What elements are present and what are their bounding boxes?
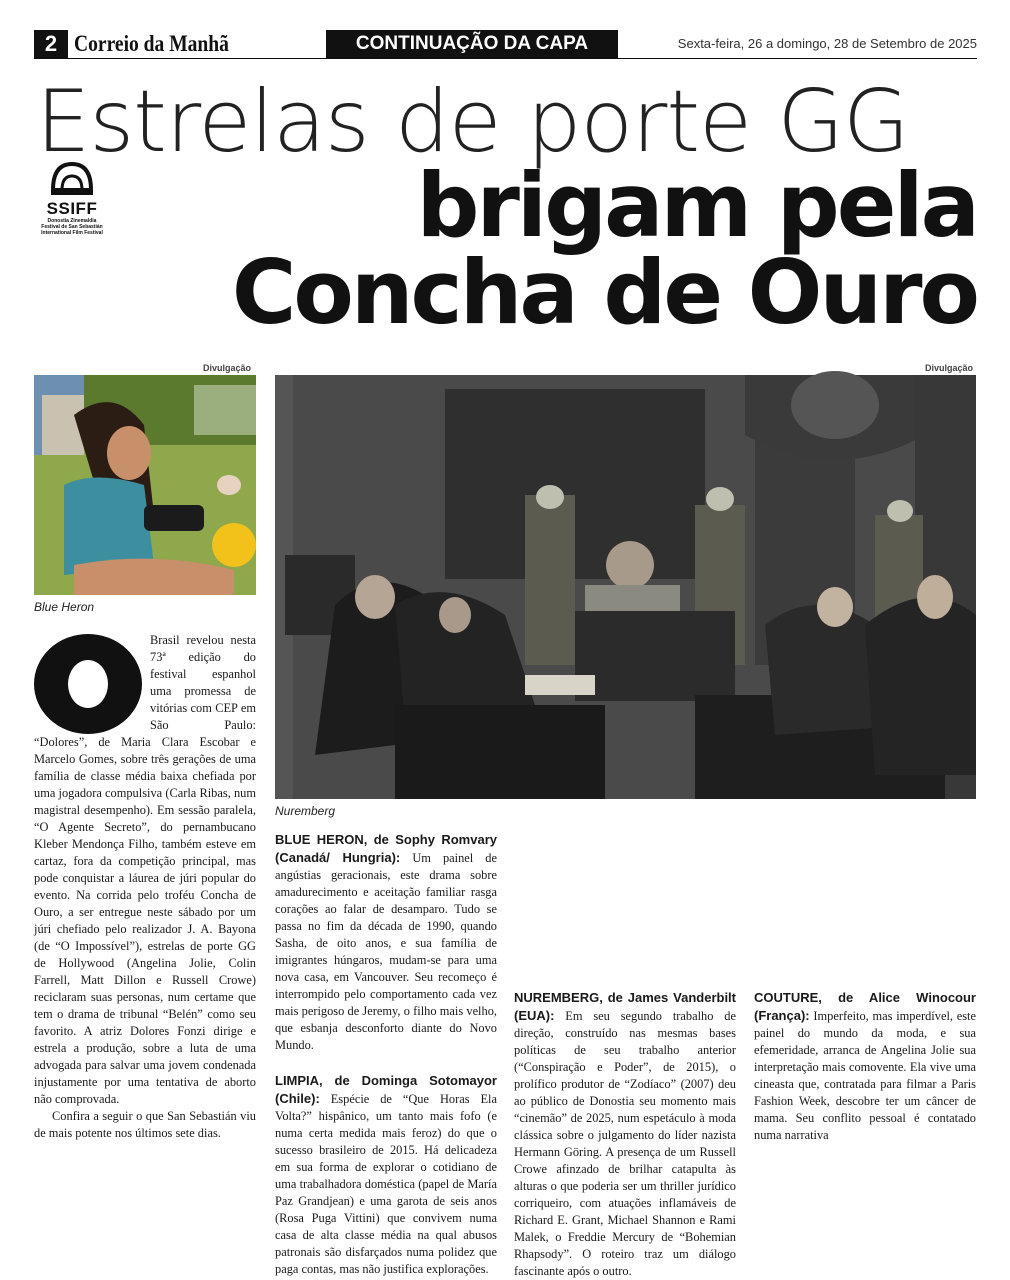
logo-subtitle-1: Donostia Zinemaldia	[47, 218, 97, 224]
review-title-blue-heron: BLUE HERON, de Sophy Romvary (Canadá/ Hungria):	[275, 832, 497, 865]
article-column-3	[514, 989, 736, 1278]
headline-line-1: Estrelas de porte GG	[36, 72, 909, 172]
festival-logo	[34, 160, 110, 252]
review-title-limpia: LIMPIA, de Dominga Sotomayor (Chile):	[275, 1073, 497, 1106]
drop-cap	[34, 634, 142, 734]
nuremberg-photo	[275, 375, 976, 799]
logo-subtitle-2: Festival de San Sebastián	[41, 224, 103, 230]
article-paragraph-2: Confira a seguir o que San Sebastián viu de mais potente nos últimos sete dias.	[34, 1109, 256, 1140]
page-number: 2	[34, 30, 68, 58]
masthead	[34, 30, 977, 58]
photo-credit-left: Divulgação	[203, 363, 252, 373]
article-column-2	[275, 831, 497, 1276]
photo-credit-main: Divulgação	[925, 363, 974, 373]
logo-name: SSIFF	[46, 199, 98, 218]
review-nuremberg: NUREMBERG, de James Vanderbilt (EUA): Em seu segundo trabalho de direção, construído nas mesmas bases políticas de seu trabalho anterior (“Conspiração e Poder”, de 2015), o prolífico produtor de “Zodíaco” (2007) deu ao público de Donostia seu momento mais “cinemão” de 2025, num espetáculo à moda clássica sobre o julgamento do líder nazista Hermann Göring. A presença de um Russell Crowe afinzado de brilhar catapulta às alturas o que poderia ser um thriller jurídico corriqueiro, com atuações inflamáveis de Richard E. Grant, Michael Shannon e Rami Malek, o Freddie Mercury de “Bohemian Rhapsody”. O roteiro traz um diálogo fascinante após o outro.	[514, 990, 736, 1278]
article-column-1	[34, 632, 256, 1140]
photo-caption-main: Nuremberg	[275, 804, 336, 818]
issue-date: Sexta-feira, 26 a domingo, 28 de Setembro de 2025	[677, 36, 977, 51]
shell-icon	[49, 160, 95, 198]
blue-heron-photo	[34, 375, 256, 595]
headline-line-3: Concha de Ouro	[231, 241, 977, 344]
review-title-couture: COUTURE, de Alice Winocour (França):	[754, 990, 976, 1023]
review-blue-heron: BLUE HERON, de Sophy Romvary (Canadá/ Hungria): Um painel de angústias geracionais, este drama sobre amadurecimento e aceitação familiar rasga corações ao falar de desamparo. Tudo se passa no fim da década de 1990, quando Sasha, de oito anos, e sua família de imigrantes húngaros, mudam-se para uma nova casa, em Vancouver. Seu recomeço é interrompido pelo comportamento cada vez mais perigoso de Jeremy, o filho mais velho, que esbanja desconforto diante do Novo Mundo.	[275, 832, 497, 1052]
newspaper-name: Correio da Manhã	[74, 31, 229, 56]
review-couture: COUTURE, de Alice Winocour (França): Imperfeito, mas imperdível, este painel do mundo da moda, e sua efemeridade, arranca de Angelina Jolie sua interpretação mais comovente. Ela vive uma cineasta que, contratada para filmar a Paris Fashion Week, descobre ter um câncer de mama. Seu conflito pessoal é contatado numa narrativa	[754, 990, 976, 1142]
logo-subtitle-3: International Film Festival	[41, 230, 103, 236]
header-rule	[34, 58, 977, 59]
section-label: CONTINUAÇÃO DA CAPA	[326, 30, 618, 58]
article-column-4	[754, 989, 976, 1142]
headline-line-2: brigam pela	[416, 154, 977, 257]
review-title-nuremberg: NUREMBERG, de James Vanderbilt (EUA):	[514, 990, 736, 1023]
article-paragraph-1: Brasil revelou nesta 73ª edição do festival espanhol uma promessa de vitórias com CEP em São Paulo: “Dolores”, de Maria Clara Escobar e Marcelo Gomes, sobre três gerações de uma família de classe média baixa chefiada por uma jogadora compulsiva (Carla Ribas, num magistral desempenho). Em sessão paralela, “O Agente Secreto”, do pernambucano Kleber Mendonça Filho, também esteve em cartaz, fora da competição principal, mas pode conquistar a láurea de júri popular do evento. Na corrida pelo troféu Concha de Ouro, a ser entregue neste sábado por um júri chefiado pelo realizador J. A. Bayona (de “O Impossível”), estrelas de porte GG de Hollywood (Angelina Jolie, Colin Farrell, Matt Dillon e Russell Crowe) reciclaram suas personas, num certame que tem o drama de tribunal “Belén” como seu favorito. A atriz Dolores Fonzi dirige e estrela a produção, sobre a luta de uma advogada para salvar uma jovem condenada injustamente por uma tentativa de aborto não comprovada.	[34, 633, 256, 1106]
photo-caption-left: Blue Heron	[34, 600, 95, 614]
review-limpia: LIMPIA, de Dominga Sotomayor (Chile): Espécie de “Que Horas Ela Volta?” hispânico, um tanto mais fofo (e numa certa medida mais feroz) do que o sucesso brasileiro de 2015. Há delicadeza em sua forma de explorar o cotidiano de uma trabalhadora doméstica (papel de María Paz Grandjean) e uma garota de seis anos (Rosa Puga Vittini) que convivem numa casa de alta classe média na qual abusos patronais são disfarçados numa polidez que paga contas, mas não justifica explorações.	[275, 1073, 497, 1276]
